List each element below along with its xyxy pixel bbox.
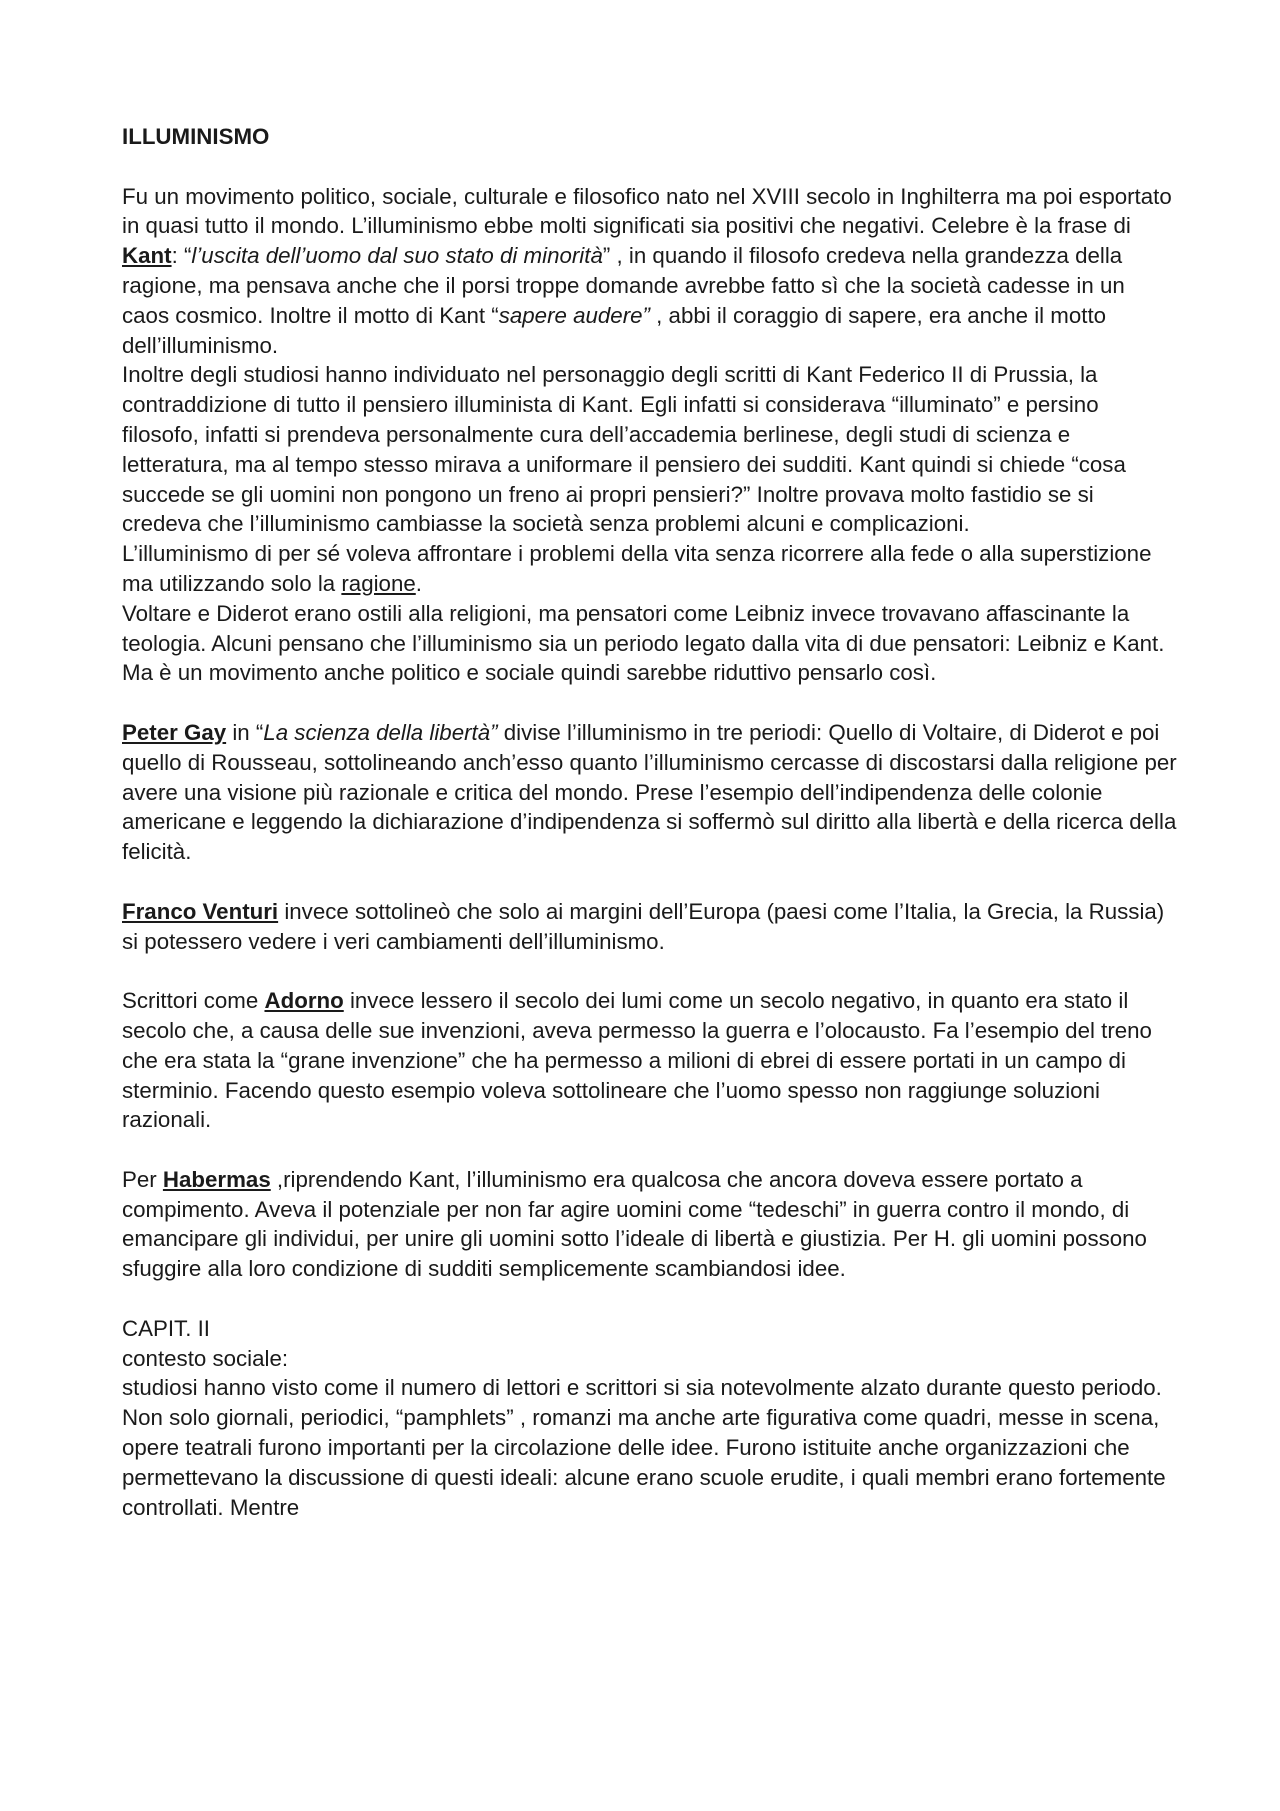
document-title: ILLUMINISMO [122,124,270,149]
keyword-habermas: Habermas [162,1166,271,1192]
keyword-franco-venturi: Franco Venturi [122,898,279,924]
keyword-ragione: ragione [341,570,416,596]
paragraph-intro [122,182,1178,361]
paragraph-text: Per [122,1166,163,1192]
paragraph-contesto-sociale: studiosi hanno visto come il numero di lettori e scrittori si sia notevolmente alzato durante questo periodo. Non solo giornali, periodici, “pamphlets” , romanzi ma anche arte figurativa come quadri, messe in scena, opere teatrali furono importanti per la circolazione delle idee. Furono istituite anche organizzazioni che permettevano la discussione di questi ideali: alcune erano scuole erudite, i quali membri erano fortemente controllati. Mentre [122,1375,1166,1520]
paragraph-text: L’illuminismo di per sé voleva affrontare i problemi della vita senza ricorrere alla fede o alla superstizione ma utilizzando solo la [122,541,1152,596]
section-heading: contesto sociale: [122,1345,289,1371]
paragraph-text: divise l’illuminismo in tre periodi: Quello di Voltaire, di Diderot e poi quello di Rousseau, sottolineando anch’esso quanto l’illuminismo cercasse di discostarsi dalla religione per avere una visione più razionale e critica del mondo. Prese l’esempio dell’indipendenza delle colonie americane e leggendo la dichiarazione d’indipendenza si soffermò sul diritto alla libertà e della ricerca della felicità. [122,719,1177,865]
paragraph-text: , abbi il coraggio di sapere, era anche il motto dell’illuminismo. [122,302,1107,358]
paragraph-text: invece sottolineò che solo ai margini dell’Europa (paesi come l’Italia, la Grecia, la Russia) si potessero vedere i veri cambiamenti dell’illuminismo. [122,898,1165,954]
paragraph-text: ” , in quando il filosofo credeva nella grandezza della ragione, ma pensava anche che il porsi troppe domande avrebbe fatto sì che la società cadesse in un caos cosmico. Inoltre il motto di Kant “ [122,243,1125,328]
paragraph-peter-gay [122,718,1178,867]
paragraph-text: invece lessero il secolo dei lumi come un secolo negativo, in quanto era stato il secolo che, a causa delle sue invenzioni, aveva permesso la guerra e l’olocausto. Fa l’esempio del treno che era stata la “grane invenzione” che ha permesso a milioni di ebrei di essere portati in un campo di sterminio. Facendo questo esempio voleva sottolineare che l’uomo spesso non raggiunge soluzioni razionali. [122,988,1152,1133]
kant-motto: sapere audere” [498,302,650,328]
paragraph-text: in “ [226,719,264,745]
paragraph-franco-venturi [122,897,1178,957]
kant-quote: l’uscita dell’uomo dal suo stato di minorità [191,243,603,269]
paragraph-federico: Inoltre degli studiosi hanno individuato nel personaggio degli scritti di Kant Federico II di Prussia, la contraddizione di tutto il pensiero illuminista di Kant. Egli infatti si considerava “illuminato” e persino filosofo, infatti si prendeva personalmente cura dell’accademia berlinese, degli studi di scienza e letteratura, ma al tempo stesso mirava a uniformare il pensiero dei sudditi. Kant quindi si chiede “cosa succede se gli uomini non pongono un freno ai propri pensieri?” Inoltre provava molto fastidio se si credeva che l’illuminismo cambiasse la società senza problemi alcuni e complicazioni. [122,362,1126,537]
paragraph-adorno [122,986,1178,1135]
paragraph-text: . [415,570,422,596]
paragraph-text: ,riprendendo Kant, l’illuminismo era qualcosa che ancora doveva essere portato a compimento. Aveva il potenziale per non far agire uomini come “tedeschi” in guerra contro il mondo, di emancipare gli individui, per unire gli uomini sotto l’ideale di libertà e giustizia. Per H. gli uomini possono sfuggire alla loro condizione di sudditi semplicemente scambiandosi idee. [122,1166,1147,1282]
keyword-kant: Kant [122,243,172,269]
book-title: La scienza della libertà” [263,719,498,745]
paragraph-text: Scrittori come [122,988,265,1014]
keyword-adorno: Adorno [264,988,344,1014]
keyword-peter-gay: Peter Gay [122,719,227,745]
paragraph-ragione [122,539,1178,599]
paragraph-text: Fu un movimento politico, sociale, culturale e filosofico nato nel XVIII secolo in Inghilterra ma poi esportato in quasi tutto il mondo. L’illuminismo ebbe molti significati sia positivi che negativi. Celebre è la frase di [122,183,1172,239]
paragraph-text: : “ [171,243,192,269]
paragraph-habermas [122,1165,1178,1284]
paragraph-voltaire-diderot: Voltare e Diderot erano ostili alla religioni, ma pensatori come Leibniz invece trovavano affascinante la teologia. Alcuni pensano che l’illuminismo sia un periodo legato dalla vita di due pensatori: Leibniz e Kant. Ma è un movimento anche politico e sociale quindi sarebbe riduttivo pensarlo così. [122,600,1165,686]
chapter-heading: CAPIT. II [122,1315,210,1341]
document-page [122,122,1178,1522]
